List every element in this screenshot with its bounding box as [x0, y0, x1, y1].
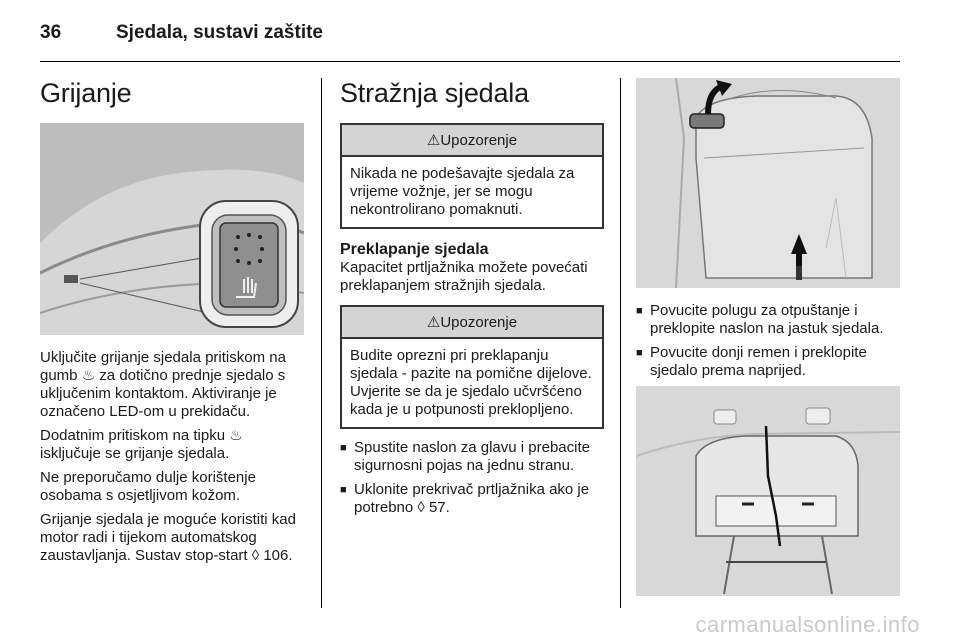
warning-box-1 [340, 123, 604, 229]
warning-text: Budite oprezni pri preklapanju sjedala - pazite na pomične dijelove. Uvjerite se da je sjedalo učvršćeno kada je u potpunosti preklopljeno. [350, 347, 592, 418]
heading-rear-seats: Stražnja sjedala [340, 78, 529, 108]
heating-paragraph-2: Dodatnim pritiskom na tipku ♨ isključuje se grijanje sjedala. [40, 427, 243, 462]
column-divider-2 [620, 78, 621, 608]
column-heating [40, 78, 304, 571]
list-item-text: Spustite naslon za glavu i prebacite sigurnosni pojas na jednu stranu. [354, 439, 590, 474]
backrest-release-figure [636, 78, 900, 288]
seat-fold-forward-illustration [636, 386, 900, 596]
bullet-glyph: ■ [340, 484, 347, 496]
seat-heating-illustration [40, 123, 304, 335]
section-title: Sjedala, sustavi zaštite [116, 22, 323, 43]
folding-steps-list [340, 439, 604, 517]
bullet-glyph: ■ [340, 442, 347, 454]
column-folding-figures [636, 78, 900, 596]
list-item [636, 302, 900, 338]
column-rear-seats [340, 78, 604, 523]
watermark: carmanualsonline.info [695, 612, 920, 637]
seat-fold-forward-figure [636, 386, 900, 596]
list-item-text: Uklonite prekrivač prtljažnika ako je potrebno ◊ 57. [354, 481, 590, 516]
page-header [40, 22, 323, 44]
bullet-glyph: ■ [636, 305, 643, 317]
page-number: 36 [40, 22, 62, 43]
list-item [636, 344, 900, 380]
warning-text: Nikada ne podešavajte sjedala za vrijeme vožnje, jer se mogu nekontrolirano pomaknuti. [350, 165, 575, 218]
warning-box-2 [340, 305, 604, 429]
bullet-glyph: ■ [636, 347, 643, 359]
heating-paragraph-1: Uključite grijanje sjedala pritiskom na gumb ♨ za dotično prednje sjedalo s uključenim kontaktom. Aktiviranje je označeno LED-om u prekidaču. [40, 349, 286, 420]
seat-heating-figure [40, 123, 304, 335]
list-item [340, 481, 604, 517]
folding-intro: Kapacitet prtljažnika možete povećati preklapanjem stražnjih sjedala. [340, 259, 588, 294]
warning-title: ⚠Upozorenje [342, 125, 602, 157]
backrest-release-illustration [636, 78, 900, 288]
heating-paragraph-4: Grijanje sjedala je moguće koristiti kad motor radi i tijekom automatskog zaustavljanja. Sustav stop-start ◊ 106. [40, 511, 296, 564]
column-divider-1 [321, 78, 322, 608]
warning-title: ⚠Upozorenje [342, 307, 602, 339]
heading-heating: Grijanje [40, 78, 132, 108]
list-item-text: Povucite polugu za otpuštanje i preklopite naslon na jastuk sjedala. [650, 302, 884, 337]
folding-steps-list-2 [636, 302, 900, 380]
heating-paragraph-3: Ne preporučamo dulje korištenje osobama s osjetljivom kožom. [40, 469, 256, 504]
list-item-text: Povucite donji remen i preklopite sjedalo prema naprijed. [650, 344, 867, 379]
header-divider [40, 61, 900, 62]
list-item [340, 439, 604, 475]
subheading-folding: Preklapanje sjedala [340, 241, 489, 258]
